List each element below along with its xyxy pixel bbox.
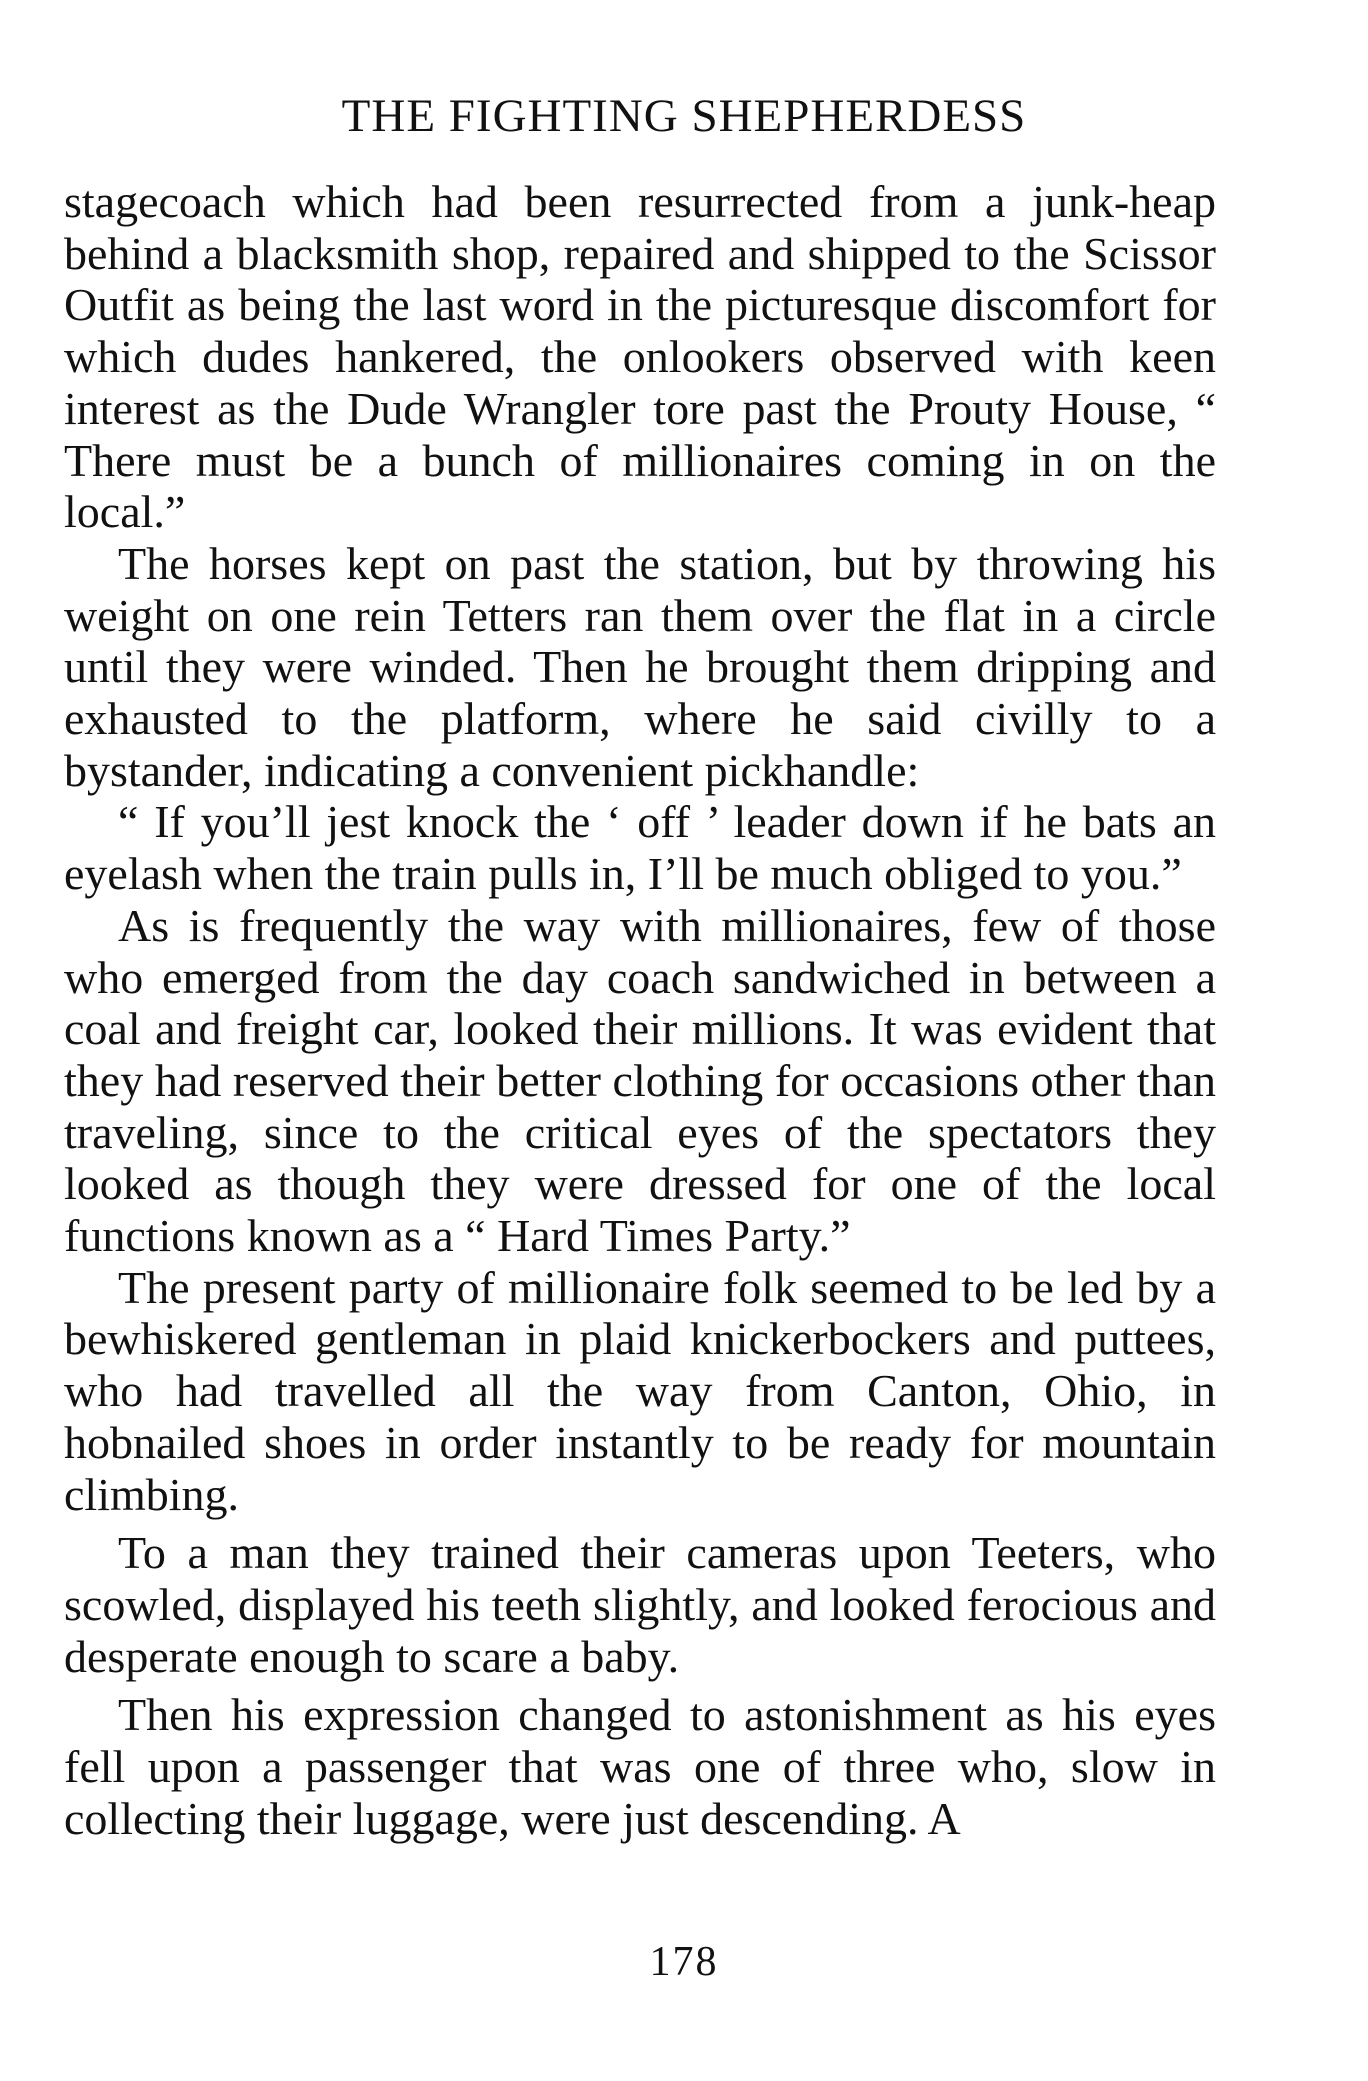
paragraph: To a man they trained their cameras upon Teeters, who scowled, displayed his teeth slightly, and looked ferocious and desperate enough to scare a baby. (64, 1527, 1216, 1682)
page-number: 178 (649, 1939, 719, 1985)
paragraph: Then his expression changed to astonishment as his eyes fell upon a passenger that was one of three who, slow in collecting their luggage, were just descending. A (64, 1689, 1216, 1844)
running-head: THE FIGHTING SHEPHERDESS (341, 90, 1027, 142)
paragraph: The present party of millionaire folk seemed to be led by a bewhiskered gentleman in plaid knickerbockers and puttees, who had travelled all the way from Canton, Ohio, in hobnailed shoes in order instantly to be ready for mountain climbing. (64, 1261, 1216, 1520)
paragraph: As is frequently the way with millionaires, few of those who emerged from the day coach sandwiched in between a coal and freight car, looked their millions. It was evident that they had reserved their better clothing for occasions other than traveling, since to the critical eyes of the spectators they looked as though they were dressed for one of the local functions known as a “ Hard Times Party.” (64, 899, 1216, 1262)
paragraph: “ If you’ll jest knock the ‘ off ’ leader down if he bats an eyelash when the train pulls in, I’ll be much obliged to you.” (64, 796, 1216, 900)
paragraph: The horses kept on past the station, but by throwing his weight on one rein Tetters ran them over the flat in a circle until they were winded. Then he brought them dripping and exhausted to the platform, where he said civilly to a bystander, indicating a convenient pickhandle: (64, 537, 1216, 796)
body-text (64, 176, 1216, 1845)
paragraph-continued: stagecoach which had been resurrected from a junk-heap behind a blacksmith shop, repaired and shipped to the Scissor Outfit as being the last word in the picturesque discomfort for which dudes hankered, the onlookers observed with keen interest as the Dude Wrangler tore past the Prouty House, “ There must be a bunch of millionaires coming in on the local.” (64, 176, 1216, 538)
